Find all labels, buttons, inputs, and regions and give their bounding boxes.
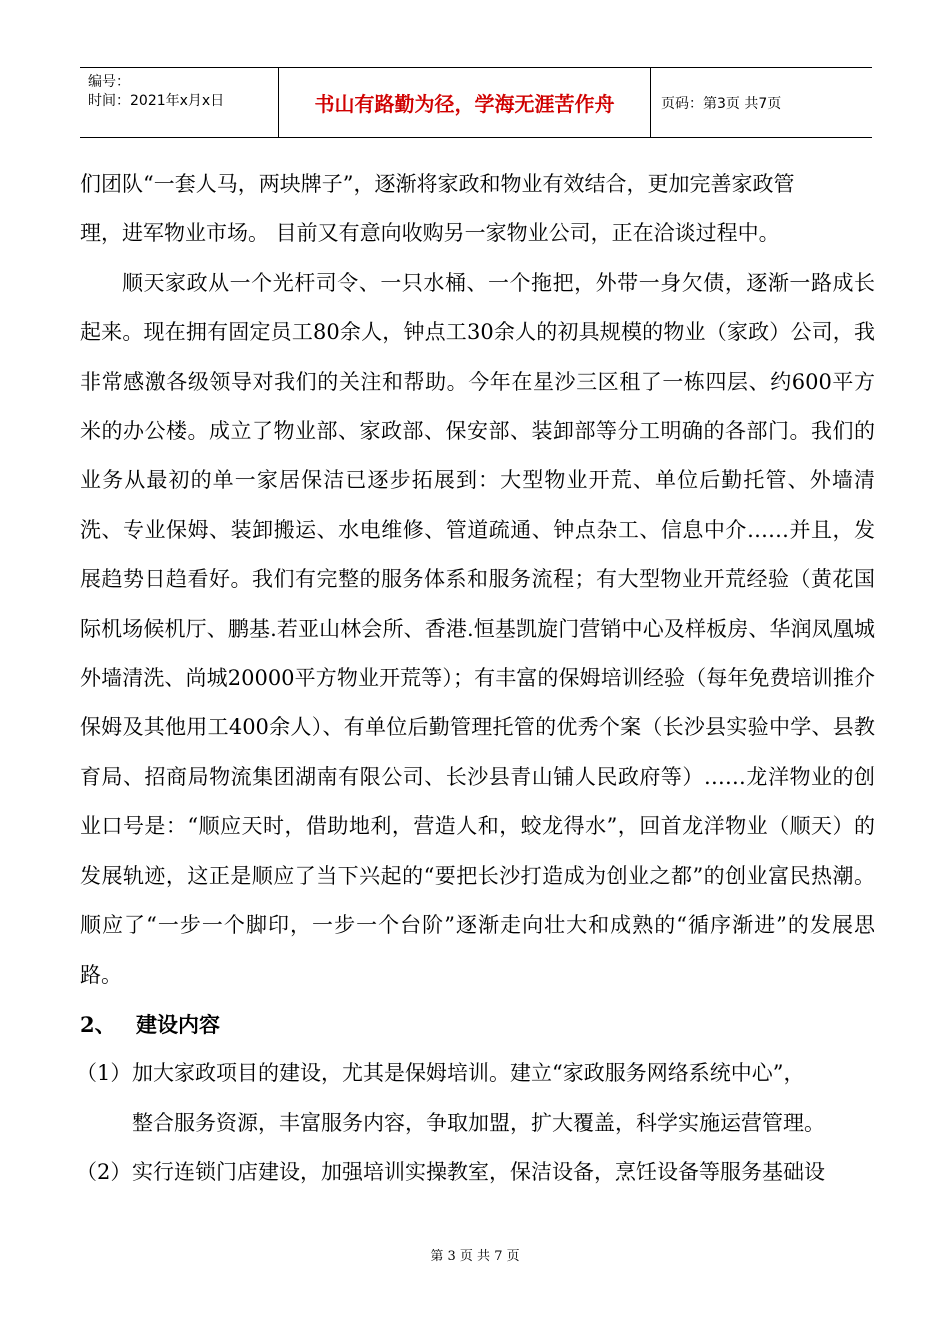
list-item-label: （2） — [76, 1160, 132, 1185]
list-item-continuation: 整合服务资源，丰富服务内容，争取加盟，扩大覆盖，科学实施运营管理。 — [132, 1110, 825, 1135]
number-label: 编号： — [88, 74, 130, 90]
list-item — [76, 1148, 875, 1197]
page-footer — [0, 1245, 950, 1264]
page-header — [80, 67, 872, 138]
paragraph-continued-line2: 理，进军物业市场。 目前又有意向收购另一家物业公司，正在洽谈过程中。 — [80, 221, 780, 246]
section-number: 2、 — [80, 1011, 116, 1037]
header-meta — [80, 68, 278, 137]
list-item-text: 实行连锁门店建设，加强培训实操教室，保洁设备，烹饪设备等服务基础设 — [132, 1160, 825, 1185]
document-body — [76, 160, 875, 1198]
paragraph-continued-line1: 们团队“一套人马，两块牌子”，逐渐将家政和物业有效结合，更加完善家政管 — [80, 172, 795, 196]
paragraph-company-history: 顺天家政从一个光杆司令、一只水桶、一个拖把，外带一身欠债，逐渐一路成长起来。现在拥有固定员工80余人，钟点工30余人的初具规模的物业（家政）公司，我非常感激各级领导对我们的关注和帮助。今年在星沙三区租了一栋四层、约600平方米的办公楼。成立了物业部、家政部、保安部、装卸部等分工明确的各部门。我们的业务从最初的单一家居保洁已逐步拓展到：大型物业开荒、单位后勤托管、外墙清洗、专业保姆、装卸搬运、水电维修、管道疏通、钟点杂工、信息中介……并且，发展趋势日趋看好。我们有完整的服务体系和服务流程；有大型物业开荒经验（黄花国际机场候机厅、鹏基.若亚山林会所、香港.恒基凯旋门营销中心及样板房、华润凤凰城外墙清洗、尚城20000平方物业开荒等）；有丰富的保姆培训经验（每年免费培训推介保姆及其他用工400余人）、有单位后勤管理托管的优秀个案（长沙县实验中学、县教育局、招商局物流集团湖南有限公司、长沙县青山铺人民政府等）……龙洋物业的创业口号是：“顺应天时，借助地利，营造人和，蛟龙得水”，回首龙洋物业（顺天）的发展轨迹，这正是顺应了当下兴起的“要把长沙打造成为创业之都”的创业富民热潮。顺应了“一步一个脚印，一步一个台阶”逐渐走向壮大和成熟的“循序渐进”的发展思路。 — [80, 270, 875, 987]
date-label: 时间：2021年x月x日 — [88, 93, 225, 109]
list-item-text: 加大家政项目的建设，尤其是保姆培训。建立“家政服务网络系统中心”， — [132, 1061, 805, 1086]
motto: 书山有路勤为径，学海无涯苦作舟 — [314, 92, 615, 116]
list-item — [76, 1049, 875, 1098]
header-motto-cell — [278, 68, 651, 137]
page-info: 页码：第3页 共7页 — [661, 95, 782, 112]
header-page-info — [651, 68, 872, 137]
footer-page-number: 第 3 页 共 7 页 — [430, 1249, 520, 1264]
section-title: 建设内容 — [136, 1011, 220, 1037]
section-heading — [80, 1000, 875, 1049]
list-item-label: （1） — [76, 1061, 132, 1086]
